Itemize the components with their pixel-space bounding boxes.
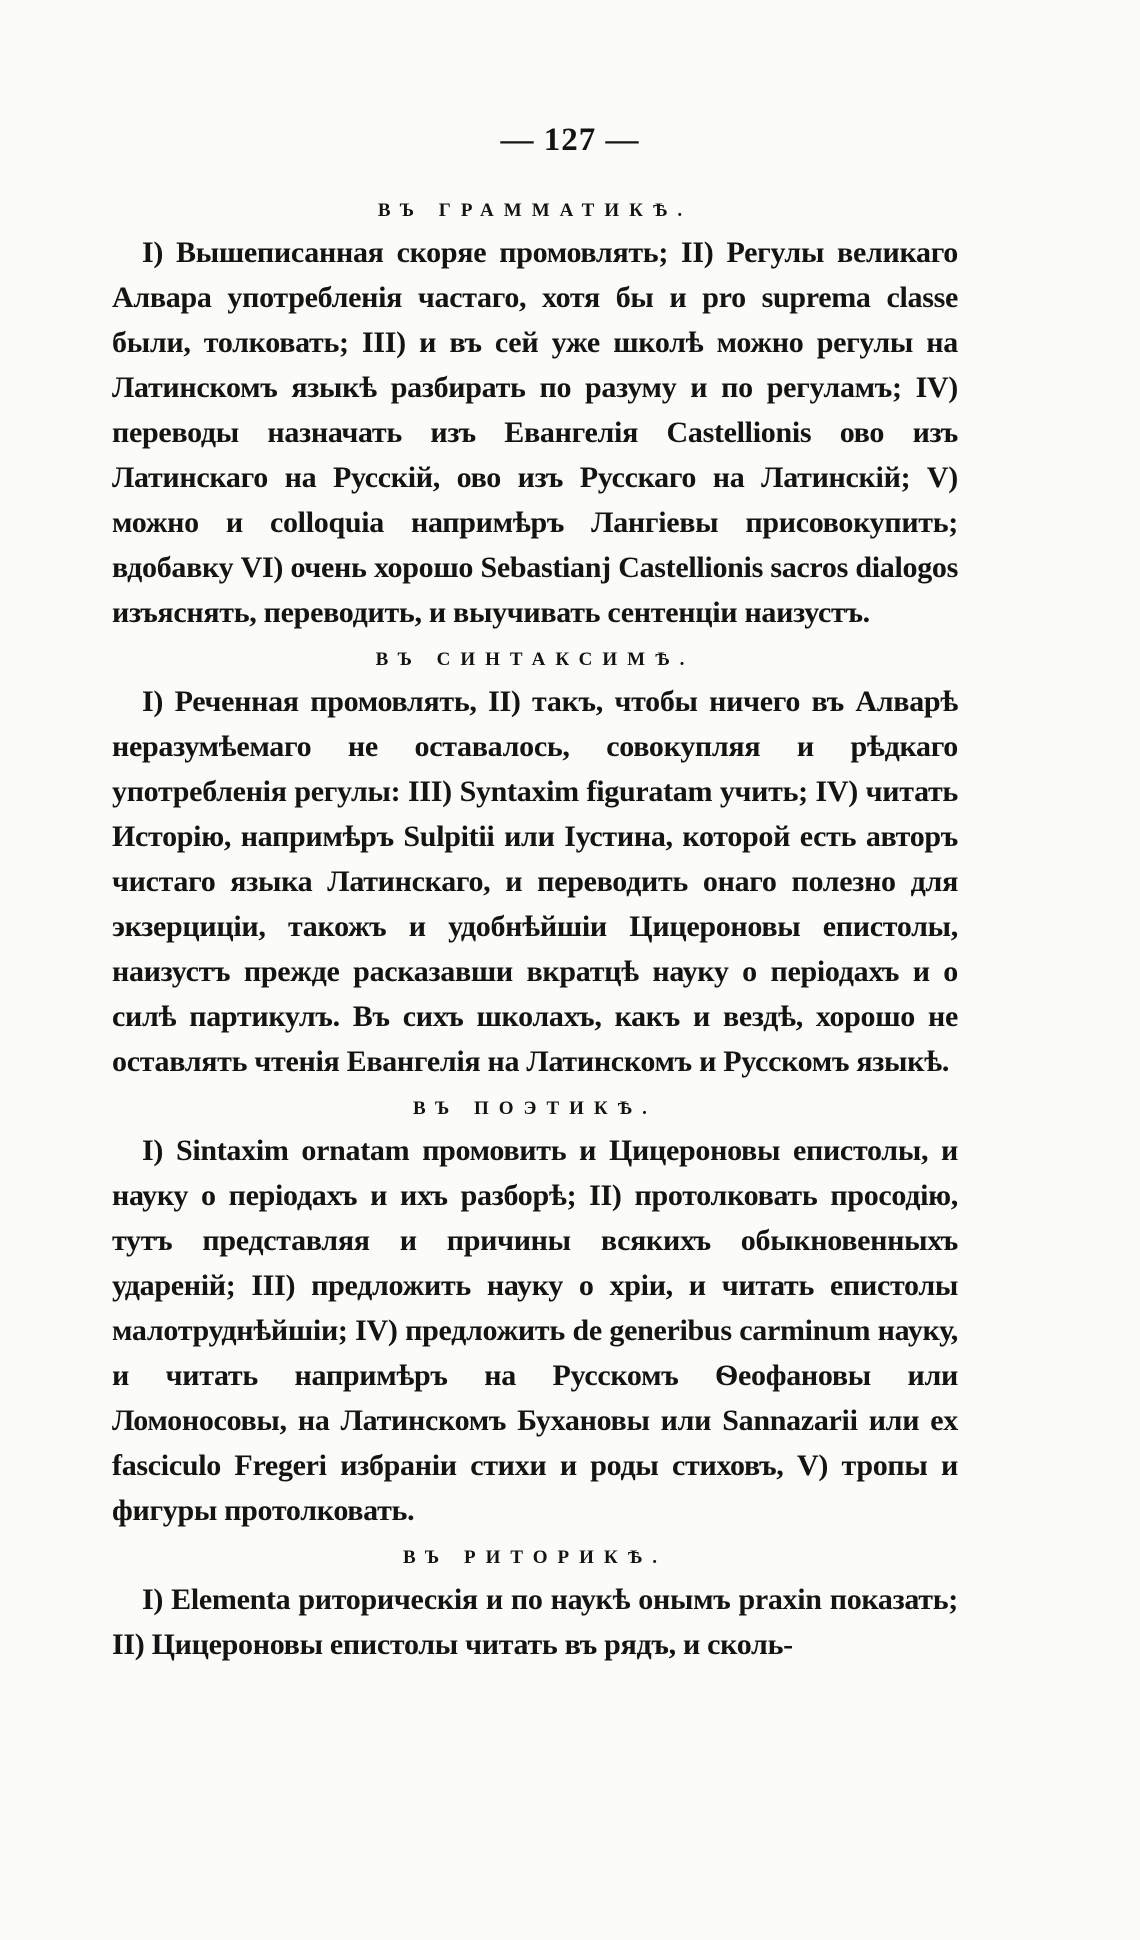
section-heading-grammar: ВЪ ГРАММАТИКѢ. <box>377 200 693 221</box>
section-heading-poetics: ВЪ ПОЭТИКѢ. <box>413 1098 657 1119</box>
section-heading-rhetoric: ВЪ РИТОРИКѢ. <box>403 1547 667 1568</box>
section-body-grammar: I) Вышеписанная скоряе промовлять; II) Регулы великаго Алвара употребленія частаго, хотя бы и pro suprema classe были, толковать; III) и въ сей уже школѣ можно регулы на Латинскомъ языкѣ разбирать по разуму и по регуламъ; IV) переводы назначать изъ Евангелія Castellionis ово изъ Латинскаго на Русскій, ово изъ Русскаго на Латинскій; V) можно и colloquia напримѣръ Лангіевы присовокупить; вдобавку VI) очень хорошо Sebastianj Castellionis sacros dialogos изъяснять, переводить, и выучивать сентенціи наизустъ. <box>112 236 958 629</box>
text-column <box>112 192 958 1667</box>
section-body-syntax: I) Реченная промовлять, II) такъ, чтобы ничего въ Алварѣ неразумѣемаго не оставалось, совокупляя и рѣдкаго употребленія регулы: III) Syntaxim figuratam учить; IV) читать Исторію, напримѣръ Sulpitii или Іустина, которой есть авторъ чистаго языка Латинскаго, и переводить онаго полезно для экзерциціи, такожъ и удобнѣйшіи Цицероновы епистолы, наизустъ прежде расказавши вкратцѣ науку о періодахъ и о силѣ партикулъ. Въ сихъ школахъ, какъ и вездѣ, хорошо не оставлять чтенія Евангелія на Латинскомъ и Русскомъ языкѣ. <box>112 685 958 1078</box>
page-number: — 127 — <box>500 122 640 158</box>
section-heading-syntax: ВЪ СИНТАКСИМѢ. <box>375 649 695 670</box>
section-body-rhetoric: I) Elementa риторическія и по наукѣ онымъ praxin показать; II) Цицероновы епистолы читать въ рядъ, и сколь- <box>112 1583 958 1661</box>
section-body-poetics: I) Sintaxim ornatam промовить и Цицероновы епистолы, и науку о періодахъ и ихъ разборѣ; II) протолковать просодію, тутъ представляя и причины всякихъ обыкновенныхъ удареній; III) предложить науку о хріи, и читать епистолы малотруднѣйшіи; IV) предложить de generibus carminum науку, и читать напримѣръ на Русскомъ Ѳеофановы или Ломоносовы, на Латинскомъ Бухановы или Sannazarii или ex fasciculo Fregeri избраніи стихи и роды стиховъ, V) тропы и фигуры протолковать. <box>112 1134 958 1527</box>
